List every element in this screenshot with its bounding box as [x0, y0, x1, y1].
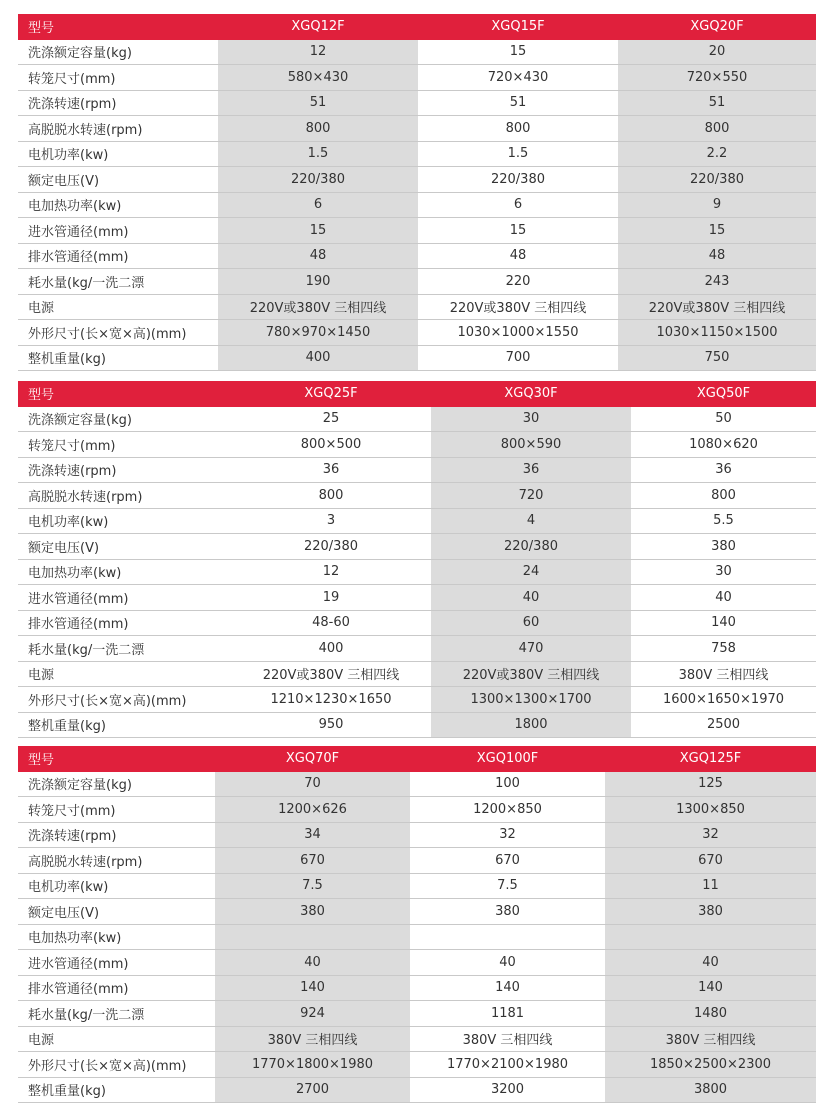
row-label: 电加热功率(kw) [28, 199, 122, 215]
spec-value-cell: 32 [499, 827, 516, 843]
table-row-heating-power [18, 193, 816, 219]
row-label: 进水管通径(mm) [28, 956, 129, 972]
spec-value-cell: 11 [605, 874, 816, 899]
row-label: 进水管通径(mm) [28, 591, 129, 607]
model-header-cell: XGQ50F [696, 386, 751, 402]
table-row-wash-speed [18, 458, 816, 484]
spec-value-cell: 12 [322, 564, 340, 580]
spec-value-cell: 220/380 [490, 171, 545, 187]
model-header-cell: XGQ15F [491, 19, 545, 35]
spec-value-cell: 380 [605, 899, 816, 924]
spec-value-cell: 1030×1000×1550 [457, 324, 579, 340]
table-row-voltage [18, 899, 816, 925]
spec-value-cell: 5.5 [713, 513, 734, 529]
spec-value-cell: 40 [715, 589, 732, 605]
spec-table-2 [18, 381, 816, 738]
row-label: 排水管通径(mm) [28, 250, 129, 266]
row-label: 外形尺寸(长×宽×高)(mm) [28, 693, 187, 709]
table-row-water-use [18, 1001, 816, 1027]
model-header-cell: XGQ70F [285, 751, 340, 767]
spec-value-cell [410, 925, 605, 950]
spec-value-cell: 50 [715, 411, 732, 427]
spec-value-cell: 36 [431, 458, 631, 483]
spec-table-3 [18, 746, 816, 1103]
spec-value-cell: 670 [215, 848, 410, 873]
spec-value-cell: 15 [618, 218, 816, 243]
row-label: 排水管通径(mm) [28, 617, 129, 633]
spec-value-cell: 140 [495, 980, 520, 996]
spec-value-cell: 9 [618, 193, 816, 218]
spec-value-cell: 1210×1230×1650 [270, 691, 392, 707]
spec-value-cell: 60 [431, 611, 631, 636]
table-row-water-use [18, 269, 816, 295]
table-row-power-supply [18, 662, 816, 688]
spec-value-cell: 1030×1150×1500 [618, 320, 816, 345]
table-row-drain-pipe [18, 976, 816, 1002]
row-label: 整机重量(kg) [28, 352, 106, 368]
spec-value-cell: 380 [215, 899, 410, 924]
spec-value-cell: 1.5 [218, 142, 418, 167]
spec-value-cell: 1770×2100×1980 [446, 1056, 569, 1072]
spec-value-cell: 380 [711, 538, 736, 554]
spec-value-cell: 1480 [605, 1001, 816, 1026]
table-row-motor-power [18, 142, 816, 168]
spec-value-cell: 48 [218, 244, 418, 269]
table-row-voltage [18, 534, 816, 560]
spec-value-cell: 470 [431, 636, 631, 661]
table-row-inlet-pipe [18, 585, 816, 611]
table-row-spin-speed [18, 483, 816, 509]
spec-value-cell: 1850×2500×2300 [605, 1052, 816, 1077]
spec-value-cell: 19 [322, 589, 340, 605]
spec-value-cell: 3800 [605, 1078, 816, 1103]
spec-value-cell: 36 [322, 462, 340, 478]
spec-value-cell: 125 [605, 772, 816, 797]
spec-value-cell: 380V 三相四线 [462, 1033, 553, 1049]
table-row-wash-speed [18, 823, 816, 849]
row-label: 额定电压(V) [28, 905, 100, 921]
spec-value-cell: 30 [715, 564, 732, 580]
spec-value-cell: 220/380 [303, 538, 358, 554]
spec-value-cell: 51 [618, 91, 816, 116]
spec-value-cell: 24 [431, 560, 631, 585]
row-label: 转笼尺寸(mm) [28, 71, 116, 87]
spec-value-cell: 670 [495, 852, 520, 868]
table-row-power-supply [18, 1027, 816, 1053]
row-label: 高脱脱水转速(rpm) [28, 122, 143, 138]
row-label: 电源 [28, 1033, 55, 1049]
table-row-drain-pipe [18, 244, 816, 270]
row-label: 整机重量(kg) [28, 719, 106, 735]
spec-value-cell: 48 [618, 244, 816, 269]
spec-value-cell: 800 [618, 116, 816, 141]
table-row-weight [18, 713, 816, 739]
spec-value-cell: 1200×850 [473, 801, 542, 817]
model-header-cell: XGQ20F [690, 19, 744, 35]
spec-value-cell: 800×590 [431, 432, 631, 457]
spec-value-cell: 380V 三相四线 [605, 1027, 816, 1052]
row-label: 洗涤额定容量(kg) [28, 778, 132, 794]
table-row-capacity [18, 407, 816, 433]
spec-value-cell: 1770×1800×1980 [215, 1052, 410, 1077]
spec-value-cell: 34 [215, 823, 410, 848]
spec-value-cell: 700 [505, 350, 531, 366]
table-header-row [18, 381, 816, 407]
row-label: 电机功率(kw) [28, 148, 109, 164]
spec-value-cell: 40 [215, 950, 410, 975]
spec-value-cell: 800 [218, 116, 418, 141]
row-label: 整机重量(kg) [28, 1084, 106, 1100]
spec-value-cell: 220V或380V 三相四线 [218, 295, 418, 320]
table-row-spin-speed [18, 116, 816, 142]
spec-value-cell: 800×500 [300, 436, 362, 452]
row-label: 进水管通径(mm) [28, 224, 129, 240]
row-label: 外形尺寸(长×宽×高)(mm) [28, 326, 187, 342]
spec-value-cell: 51 [509, 95, 527, 111]
spec-value-cell: 48-60 [312, 615, 350, 631]
spec-value-cell: 1600×1650×1970 [662, 691, 785, 707]
spec-value-cell: 15 [509, 44, 527, 60]
spec-value-cell: 380 [495, 903, 520, 919]
table-row-capacity [18, 772, 816, 798]
spec-value-cell: 780×970×1450 [218, 320, 418, 345]
table-row-weight [18, 1078, 816, 1104]
spec-value-cell: 20 [618, 40, 816, 65]
model-header-cell: XGQ12F [291, 19, 345, 35]
spec-value-cell: 48 [509, 248, 527, 264]
spec-value-cell: 924 [215, 1001, 410, 1026]
spec-value-cell: 7.5 [497, 878, 518, 894]
spec-value-cell: 800 [318, 487, 344, 503]
row-label: 高脱脱水转速(rpm) [28, 854, 143, 870]
table-row-spin-speed [18, 848, 816, 874]
spec-value-cell: 40 [499, 954, 516, 970]
row-label: 洗涤转速(rpm) [28, 464, 117, 480]
row-label: 电机功率(kw) [28, 880, 109, 896]
spec-value-cell: 950 [318, 717, 344, 733]
spec-value-cell: 720 [431, 483, 631, 508]
row-label: 排水管通径(mm) [28, 982, 129, 998]
spec-value-cell: 140 [215, 976, 410, 1001]
table-row-motor-power [18, 874, 816, 900]
spec-value-cell: 243 [618, 269, 816, 294]
table-row-dimensions [18, 687, 816, 713]
table-row-motor-power [18, 509, 816, 535]
spec-value-cell: 380V 三相四线 [678, 668, 769, 684]
table-row-drum-size [18, 432, 816, 458]
spec-value-cell: 12 [218, 40, 418, 65]
spec-value-cell: 800 [711, 487, 736, 503]
row-label: 型号 [28, 388, 55, 404]
row-label: 电加热功率(kw) [28, 566, 122, 582]
row-label: 耗水量(kg/一洗二漂 [28, 1007, 145, 1023]
row-label: 洗涤额定容量(kg) [28, 46, 132, 62]
spec-value-cell: 1.5 [507, 146, 529, 162]
spec-value-cell: 30 [431, 407, 631, 432]
row-label: 额定电压(V) [28, 173, 100, 189]
spec-value-cell: 36 [715, 462, 732, 478]
spec-value-cell: 220/380 [618, 167, 816, 192]
spec-value-cell: 2.2 [618, 142, 816, 167]
spec-value-cell: 2700 [215, 1078, 410, 1103]
spec-value-cell: 6 [218, 193, 418, 218]
table-row-drum-size [18, 797, 816, 823]
model-header-cell: XGQ25F [304, 386, 358, 402]
spec-value-cell [215, 925, 410, 950]
spec-value-cell: 140 [605, 976, 816, 1001]
spec-value-cell: 380V 三相四线 [215, 1027, 410, 1052]
spec-value-cell: 220V或380V 三相四线 [449, 301, 587, 317]
spec-value-cell: 1200×626 [215, 797, 410, 822]
table-row-drum-size [18, 65, 816, 91]
row-label: 型号 [28, 753, 55, 769]
spec-value-cell: 220 [505, 273, 531, 289]
table-row-power-supply [18, 295, 816, 321]
table-row-weight [18, 346, 816, 372]
row-label: 电源 [28, 668, 55, 684]
table-row-dimensions [18, 320, 816, 346]
spec-value-cell: 15 [218, 218, 418, 243]
spec-value-cell: 580×430 [218, 65, 418, 90]
table-row-capacity [18, 40, 816, 66]
spec-value-cell: 800 [505, 120, 531, 136]
spec-value-cell: 140 [711, 615, 736, 631]
row-label: 型号 [28, 21, 55, 37]
table-row-drain-pipe [18, 611, 816, 637]
spec-table-1 [18, 14, 816, 371]
row-label: 洗涤转速(rpm) [28, 829, 117, 845]
spec-value-cell: 1080×620 [689, 436, 758, 452]
table-row-inlet-pipe [18, 950, 816, 976]
spec-value-cell: 190 [218, 269, 418, 294]
spec-value-cell: 220V或380V 三相四线 [262, 668, 400, 684]
row-label: 高脱脱水转速(rpm) [28, 489, 143, 505]
table-header-row [18, 746, 816, 772]
row-label: 额定电压(V) [28, 540, 100, 556]
model-header-cell: XGQ100F [476, 751, 539, 767]
row-label: 电机功率(kw) [28, 515, 109, 531]
spec-value-cell: 220/380 [431, 534, 631, 559]
spec-value-cell: 32 [605, 823, 816, 848]
spec-value-cell: 70 [215, 772, 410, 797]
row-label: 耗水量(kg/一洗二漂 [28, 642, 145, 658]
spec-value-cell: 2500 [706, 717, 741, 733]
spec-value-cell: 100 [495, 776, 520, 792]
table-row-water-use [18, 636, 816, 662]
row-label: 外形尺寸(长×宽×高)(mm) [28, 1058, 187, 1074]
row-label: 转笼尺寸(mm) [28, 438, 116, 454]
table-row-heating-power [18, 925, 816, 951]
table-header-row [18, 14, 816, 40]
row-label: 转笼尺寸(mm) [28, 803, 116, 819]
spec-value-cell: 220V或380V 三相四线 [431, 662, 631, 687]
spec-value-cell: 220V或380V 三相四线 [618, 295, 816, 320]
spec-value-cell: 1181 [490, 1005, 525, 1021]
spec-value-cell: 4 [431, 509, 631, 534]
row-label: 耗水量(kg/一洗二漂 [28, 275, 145, 291]
spec-value-cell: 400 [218, 346, 418, 371]
spec-value-cell: 750 [618, 346, 816, 371]
spec-value-cell: 400 [318, 640, 344, 656]
row-label: 电加热功率(kw) [28, 931, 122, 947]
table-row-dimensions [18, 1052, 816, 1078]
spec-value-cell: 7.5 [215, 874, 410, 899]
spec-value-cell: 670 [605, 848, 816, 873]
spec-value-cell: 40 [605, 950, 816, 975]
spec-value-cell: 6 [513, 197, 523, 213]
spec-value-cell: 15 [509, 222, 527, 238]
spec-value-cell: 40 [431, 585, 631, 610]
spec-value-cell: 720×430 [487, 69, 549, 85]
model-header-cell: XGQ125F [679, 751, 742, 767]
table-row-wash-speed [18, 91, 816, 117]
table-row-inlet-pipe [18, 218, 816, 244]
spec-value-cell: 720×550 [618, 65, 816, 90]
spec-value-cell: 3 [326, 513, 336, 529]
spec-value-cell: 51 [218, 91, 418, 116]
spec-value-cell: 758 [711, 640, 736, 656]
spec-value-cell: 1300×850 [605, 797, 816, 822]
row-label: 洗涤额定容量(kg) [28, 413, 132, 429]
spec-value-cell: 1300×1300×1700 [431, 687, 631, 712]
spec-value-cell [605, 925, 816, 950]
table-row-heating-power [18, 560, 816, 586]
spec-value-cell: 25 [322, 411, 340, 427]
model-header-cell: XGQ30F [504, 386, 558, 402]
table-row-voltage [18, 167, 816, 193]
spec-value-cell: 220/380 [218, 167, 418, 192]
spec-value-cell: 3200 [490, 1082, 525, 1098]
row-label: 电源 [28, 301, 55, 317]
spec-value-cell: 1800 [431, 713, 631, 738]
row-label: 洗涤转速(rpm) [28, 97, 117, 113]
